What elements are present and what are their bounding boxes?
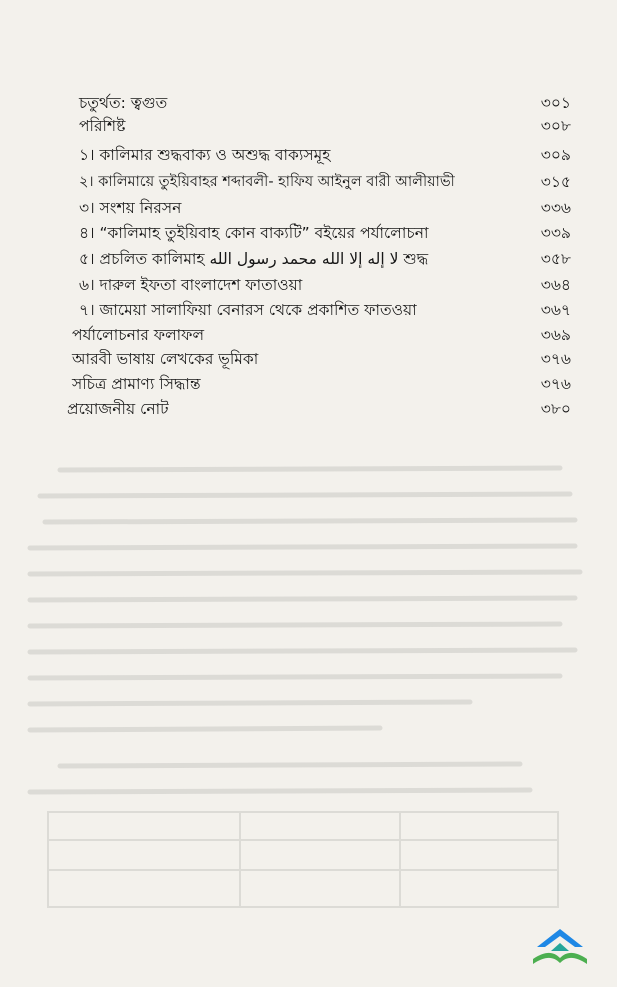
toc-entry-title: ৩। সংশয় নিরসন — [79, 199, 182, 217]
toc-entry-page: ৩৬৪ — [540, 276, 571, 294]
toc-entry-title: ২। কালিমায়ে তুইয়িবাহর শব্দাবলী- হাফিয আইনুল বারী আলীয়াভী — [79, 174, 455, 190]
toc-entry — [0, 398, 617, 420]
toc-entry-page: ৩৭৬ — [540, 350, 571, 368]
toc-entry-page: ৩৩৯ — [540, 224, 571, 242]
toc-entry — [0, 144, 617, 166]
toc-entry-page: ৩৬৭ — [540, 301, 571, 319]
toc-entry-title: ১। কালিমার শুদ্ধবাক্য ও অশুদ্ধ বাক্যসমূহ — [79, 146, 331, 164]
toc-entry-page: ৩৮০ — [540, 400, 571, 418]
toc-entry-page: ৩৫৮ — [540, 250, 571, 268]
toc-entry-page: ৩৩৬ — [540, 199, 571, 217]
toc-entry — [0, 92, 617, 114]
toc-entry — [0, 299, 617, 321]
toc-entry-title: ৭। জামেয়া সালাফিয়া বেনারস থেকে প্রকাশিত ফাতওয়া — [79, 301, 417, 319]
toc-entry-title: ৬। দারুল ইফতা বাংলাদেশ ফাতাওয়া — [79, 276, 303, 294]
table-of-contents — [0, 0, 617, 440]
toc-entry — [0, 222, 617, 244]
toc-entry — [0, 171, 617, 193]
toc-entry-title: চতুর্থত: ত্বগুত — [79, 94, 168, 112]
toc-entry-page: ৩১৫ — [540, 173, 571, 191]
publisher-logo-icon — [531, 925, 589, 971]
toc-entry-title: ৪। “কালিমাহ তুইয়িবাহ কোন বাক্যটি” বইয়ের পর্যালোচনা — [79, 224, 429, 242]
toc-entry — [0, 197, 617, 219]
toc-entry-page: ৩০৯ — [540, 146, 571, 164]
toc-entry-title: পর্যালোচনার ফলাফল — [72, 326, 205, 344]
toc-entry-title: ৫। প্রচলিত কালিমাহ لا إله إلا الله محمد رسول الله শুদ্ধ — [79, 250, 429, 268]
toc-entry — [0, 373, 617, 395]
toc-entry-page: ৩০৮ — [540, 117, 571, 135]
toc-entry — [0, 324, 617, 346]
toc-entry — [0, 115, 617, 137]
toc-entry-page: ৩৬৯ — [540, 326, 571, 344]
toc-entry — [0, 348, 617, 370]
toc-entry — [0, 248, 617, 270]
toc-entry — [0, 274, 617, 296]
toc-entry-title: পরিশিষ্ট — [79, 117, 126, 135]
toc-entry-title: প্রয়োজনীয় নোট — [67, 400, 169, 418]
toc-entry-page: ৩০১ — [540, 94, 571, 112]
toc-entry-title: সচিত্র প্রামাণ্য সিদ্ধান্ত — [72, 375, 201, 393]
toc-entry-title: আরবী ভাষায় লেখকের ভূমিকা — [72, 350, 259, 368]
toc-entry-page: ৩৭৬ — [540, 375, 571, 393]
